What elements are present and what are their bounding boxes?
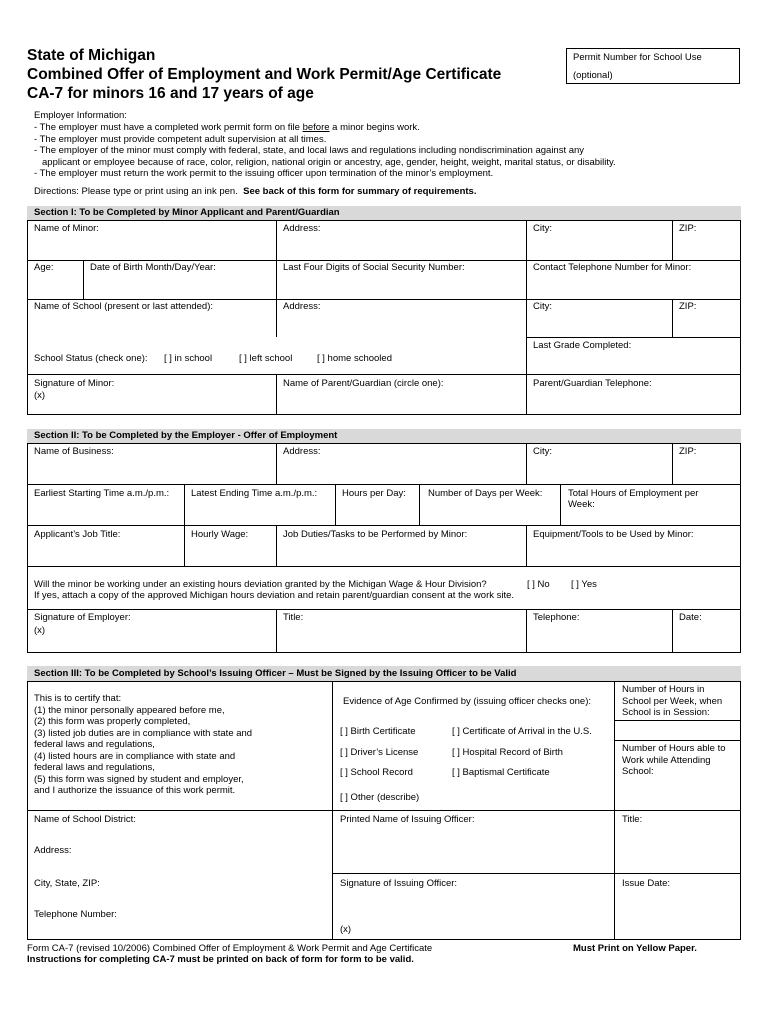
end-time-field[interactable]: Latest Ending Time a.m./p.m.: [191,488,318,499]
employer-title-field[interactable]: Title: [283,612,304,623]
business-city-field[interactable]: City: [533,446,552,457]
deviation-note: If yes, attach a copy of the approved Michigan hours deviation and retain parent/guardian consent at the work site. [34,590,515,601]
officer-title-field[interactable]: Title: [622,814,643,825]
school-zip-field[interactable]: ZIP: [679,301,697,312]
hourly-wage-field[interactable]: Hourly Wage: [191,529,249,540]
minor-phone-field[interactable]: Contact Telephone Number for Minor: [533,262,692,273]
employer-telephone-field[interactable]: Telephone: [533,612,580,623]
permit-number-box[interactable] [566,48,740,84]
officer-name-field[interactable]: Printed Name of Issuing Officer: [340,814,475,825]
officer-signature-field[interactable]: Signature of Issuing Officer: [340,878,458,889]
parent-phone-field[interactable]: Parent/Guardian Telephone: [533,378,652,389]
school-status-in-school[interactable]: [ ] in school [164,353,213,364]
officer-signature-x: (x) [340,924,352,935]
certify-text: This is to certify that: (1) the minor personally appeared before me, (2) this form was properly completed, (3) listed job duties are in compliance with state and federal laws and regulations, (4) listed hours are in compliance with state and federal laws and regulations, (5) this form was signed by student and employer, and I authorize the issuance of this work permit. [34,693,253,796]
section1-header: Section I: To be Completed by Minor Applicant and Parent/Guardian [27,206,741,220]
business-address-field[interactable]: Address: [283,446,321,457]
school-status-label: School Status (check one): [34,353,148,364]
section2-header: Section II: To be Completed by the Employer - Offer of Employment [27,429,741,443]
deviation-question: Will the minor be working under an existing hours deviation granted by the Michigan Wage & Hour Division? [34,579,487,590]
form-title-ca7: CA-7 for minors 16 and 17 years of age [27,85,314,102]
last-grade-field[interactable]: Last Grade Completed: [533,340,632,351]
minor-address-field[interactable]: Address: [283,223,321,234]
total-hours-field[interactable]: Total Hours of Employment per [568,488,699,499]
job-title-field[interactable]: Applicant’s Job Title: [34,529,121,540]
evidence-hospital-record[interactable]: [ ] Hospital Record of Birth [452,747,563,758]
school-status-left-school[interactable]: [ ] left school [239,353,293,364]
district-address-field[interactable]: Address: [34,845,72,856]
minor-dob-field[interactable]: Date of Birth Month/Day/Year: [90,262,216,273]
deviation-yes-checkbox[interactable]: [ ] Yes [571,579,597,590]
minor-ssn-field[interactable]: Last Four Digits of Social Security Number: [283,262,465,273]
evidence-arrival-certificate[interactable]: [ ] Certificate of Arrival in the U.S. [452,726,592,737]
equipment-field[interactable]: Equipment/Tools to be Used by Minor: [533,529,694,540]
total-hours-week: Week: [568,499,595,510]
employer-date-field[interactable]: Date: [679,612,702,623]
instructions-note: Instructions for completing CA-7 must be printed on back of form for form to be valid. [27,954,414,965]
employer-info-line4: - The employer must return the work permit to the issuing officer upon termination of the minor’s employment. [34,168,494,179]
evidence-other[interactable]: [ ] Other (describe) [340,792,420,803]
school-city-field[interactable]: City: [533,301,552,312]
employer-info-line3b: applicant or employee because of race, color, religion, national origin or ancestry, age, gender, height, weight, marital status, or disability. [42,157,616,168]
district-city-state-zip-field[interactable]: City, State, ZIP: [34,878,100,889]
employer-info-line1: - The employer must have a completed work permit form on file before a minor begins work. [34,122,420,133]
district-telephone-field[interactable]: Telephone Number: [34,909,117,920]
form-title-main: Combined Offer of Employment and Work Permit/Age Certificate [27,66,502,83]
evidence-school-record[interactable]: [ ] School Record [340,767,413,778]
minor-signature-field[interactable]: Signature of Minor: [34,378,115,389]
job-duties-field[interactable]: Job Duties/Tasks to be Performed by Minor: [283,529,468,540]
minor-age-field[interactable]: Age: [34,262,54,273]
hours-per-day-field[interactable]: Hours per Day: [342,488,406,499]
minor-name-field[interactable]: Name of Minor: [34,223,99,234]
issue-date-field[interactable]: Issue Date: [622,878,671,889]
minor-signature-x: (x) [34,390,46,401]
form-title-state: State of Michigan [27,47,156,64]
minor-zip-field[interactable]: ZIP: [679,223,697,234]
school-name-field[interactable]: Name of School (present or last attended): [34,301,214,312]
employer-info-heading: Employer Information: [34,110,127,121]
yellow-paper-note: Must Print on Yellow Paper. [573,943,697,954]
minor-city-field[interactable]: City: [533,223,552,234]
employer-signature-x: (x) [34,625,46,636]
days-per-week-field[interactable]: Number of Days per Week: [428,488,543,499]
permit-number-label: Permit Number for School Use [573,52,702,63]
hours-while-attending-field[interactable]: Number of Hours able to Work while Attending School: [622,743,726,777]
evidence-baptismal-certificate[interactable]: [ ] Baptismal Certificate [452,767,550,778]
evidence-birth-certificate[interactable]: [ ] Birth Certificate [340,726,416,737]
employer-info-line3: - The employer of the minor must comply with federal, state, and local laws and regulations including nondiscrimination against any [34,145,585,156]
evidence-drivers-license[interactable]: [ ] Driver’s License [340,747,419,758]
directions: Directions: Please type or print using an ink pen. See back of this form for summary of requirements. [34,186,477,197]
business-name-field[interactable]: Name of Business: [34,446,114,457]
parent-name-field[interactable]: Name of Parent/Guardian (circle one): [283,378,444,389]
school-address-field[interactable]: Address: [283,301,321,312]
hours-in-school-field[interactable]: Number of Hours in School per Week, when School is in Session: [622,684,723,718]
section3-header: Section III: To be Completed by School’s Issuing Officer – Must be Signed by the Issuing Officer to be Valid [27,666,741,681]
permit-number-optional: (optional) [573,70,613,81]
employer-signature-field[interactable]: Signature of Employer: [34,612,131,623]
school-district-field[interactable]: Name of School District: [34,814,136,825]
business-zip-field[interactable]: ZIP: [679,446,697,457]
employer-info-line2: - The employer must provide competent adult supervision at all times. [34,134,327,145]
deviation-no-checkbox[interactable]: [ ] No [527,579,550,590]
form-revision: Form CA-7 (revised 10/2006) Combined Offer of Employment & Work Permit and Age Certificate [27,943,433,954]
school-status-home[interactable]: [ ] home schooled [317,353,392,364]
evidence-of-age-label: Evidence of Age Confirmed by (issuing officer checks one): [343,696,592,707]
start-time-field[interactable]: Earliest Starting Time a.m./p.m.: [34,488,170,499]
